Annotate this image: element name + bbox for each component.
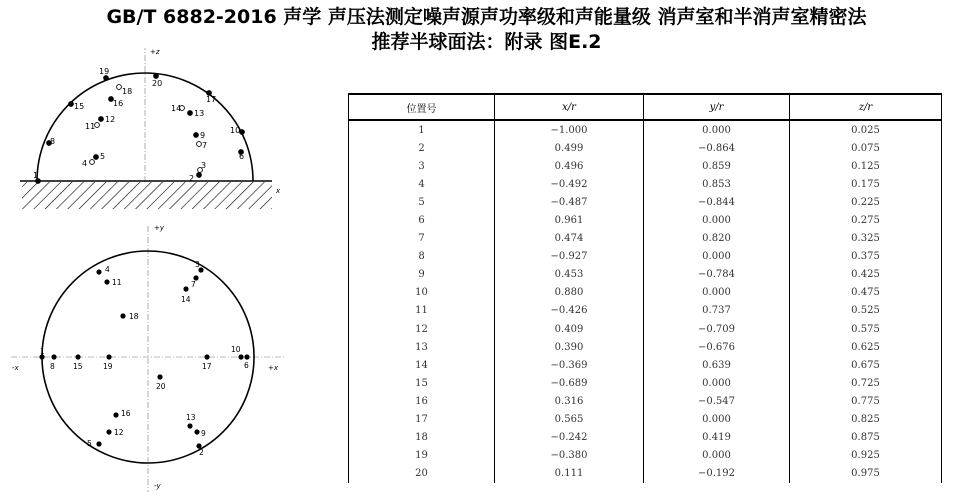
plan-point-label: 7: [191, 280, 196, 289]
plan-point-label: 14: [181, 295, 191, 304]
cell-z: 0.925: [790, 447, 942, 465]
plan-point-marker: [51, 354, 56, 359]
plan-point-marker: [75, 354, 80, 359]
plan-point-marker: [120, 313, 125, 318]
document-subtitle: 推荐半球面法：附录 图E.2: [371, 31, 602, 53]
position-coordinates-table: [348, 93, 942, 483]
plan-point-label: 12: [114, 428, 124, 437]
measurement-point-label: 11: [85, 122, 96, 131]
cell-x: 0.496: [495, 157, 644, 175]
plan-point-label: 11: [112, 278, 122, 287]
cell-x: 0.961: [495, 211, 644, 229]
plan-point-marker: [187, 423, 192, 428]
plan-point-label: 19: [103, 362, 113, 371]
table-row: [349, 248, 942, 266]
cell-x: 0.880: [495, 284, 644, 302]
cell-y: 0.639: [644, 356, 790, 374]
cell-z: 0.325: [790, 230, 942, 248]
table-row: [349, 302, 942, 320]
cell-z: 0.525: [790, 302, 942, 320]
measurement-point-label: 15: [74, 102, 85, 111]
cell-z: 0.075: [790, 139, 942, 157]
minus-y-label: -y: [154, 482, 161, 490]
measurement-point-label: 13: [194, 109, 205, 118]
cell-y: 0.000: [644, 447, 790, 465]
cell-position: 15: [349, 374, 495, 392]
cell-y: 0.737: [644, 302, 790, 320]
plan-point-marker: [157, 374, 162, 379]
cell-y: 0.000: [644, 211, 790, 229]
plan-point-marker: [183, 286, 188, 291]
x-axis-label: x: [276, 187, 281, 195]
cell-x: −0.369: [495, 356, 644, 374]
measurement-point-label: 10: [230, 126, 241, 135]
plan-point-marker: [106, 429, 111, 434]
cell-position: 6: [349, 211, 495, 229]
table-row: [349, 411, 942, 429]
measurement-point-label: 5: [100, 152, 106, 161]
cell-z: 0.625: [790, 338, 942, 356]
measurement-point-marker: [197, 142, 202, 147]
measurement-point-marker: [117, 85, 122, 90]
measurement-point-label: 6: [239, 152, 245, 161]
plan-point-marker: [96, 269, 101, 274]
measurement-point-label: 20: [152, 79, 163, 88]
cell-y: −0.676: [644, 338, 790, 356]
plan-point-label: 10: [231, 345, 241, 354]
measurement-point-label: 7: [202, 141, 208, 150]
cell-y: −0.192: [644, 465, 790, 483]
cell-z: 0.125: [790, 157, 942, 175]
measurement-point-marker: [188, 111, 193, 116]
cell-x: −0.689: [495, 374, 644, 392]
col-header-x: x/r: [495, 94, 644, 120]
table-row: [349, 356, 942, 374]
cell-x: −0.492: [495, 175, 644, 193]
measurement-point-marker: [240, 130, 245, 135]
measurement-point-label: 4: [82, 159, 88, 168]
measurement-point-marker: [194, 133, 199, 138]
cell-position: 5: [349, 193, 495, 211]
cell-y: −0.844: [644, 193, 790, 211]
cell-position: 14: [349, 356, 495, 374]
plan-point-label: 20: [156, 382, 166, 391]
measurement-point-marker: [90, 160, 95, 165]
table-row: [349, 157, 942, 175]
measurement-point-label: 16: [113, 99, 124, 108]
cell-position: 17: [349, 411, 495, 429]
hemisphere-top-view: [8, 220, 298, 500]
col-header-y: y/r: [644, 94, 790, 120]
measurement-point-label: 2: [189, 174, 195, 183]
table-row: [349, 266, 942, 284]
table-row: [349, 374, 942, 392]
cell-position: 16: [349, 392, 495, 410]
cell-x: −1.000: [495, 120, 644, 139]
cell-y: 0.000: [644, 248, 790, 266]
cell-y: 0.419: [644, 429, 790, 447]
cell-x: −0.242: [495, 429, 644, 447]
table-row: [349, 175, 942, 193]
cell-position: 10: [349, 284, 495, 302]
cell-y: 0.000: [644, 374, 790, 392]
table-row: [349, 320, 942, 338]
measurement-point-marker: [94, 155, 99, 160]
plan-point-label: 17: [202, 362, 212, 371]
plan-point-label: 15: [73, 362, 83, 371]
cell-z: 0.175: [790, 175, 942, 193]
plan-point-label: 18: [129, 312, 139, 321]
plan-point-label: 16: [121, 409, 131, 418]
cell-y: 0.853: [644, 175, 790, 193]
cell-x: 0.316: [495, 392, 644, 410]
plan-point-marker: [96, 441, 101, 446]
cell-x: −0.380: [495, 447, 644, 465]
plan-point-marker: [104, 279, 109, 284]
cell-position: 11: [349, 302, 495, 320]
cell-y: 0.859: [644, 157, 790, 175]
cell-x: −0.426: [495, 302, 644, 320]
measurement-point-label: 14: [171, 104, 182, 113]
measurement-point-label: 19: [99, 67, 110, 76]
table-row: [349, 230, 942, 248]
plan-point-marker: [194, 429, 199, 434]
col-header-z: z/r: [790, 94, 942, 120]
cell-position: 13: [349, 338, 495, 356]
measurement-point-label: 9: [200, 131, 206, 140]
table-row: [349, 139, 942, 157]
cell-y: 0.820: [644, 230, 790, 248]
plan-point-label: 5: [87, 439, 92, 448]
cell-position: 8: [349, 248, 495, 266]
cell-x: 0.565: [495, 411, 644, 429]
cell-y: 0.000: [644, 120, 790, 139]
cell-y: −0.784: [644, 266, 790, 284]
cell-y: 0.000: [644, 284, 790, 302]
plus-x-label: +x: [268, 364, 279, 372]
cell-z: 0.975: [790, 465, 942, 483]
cell-z: 0.375: [790, 248, 942, 266]
cell-position: 2: [349, 139, 495, 157]
cell-x: −0.487: [495, 193, 644, 211]
cell-position: 18: [349, 429, 495, 447]
measurement-point-label: 17: [206, 95, 217, 104]
measurement-point-label: 1: [33, 171, 39, 180]
measurement-point-marker: [104, 76, 109, 81]
cell-z: 0.275: [790, 211, 942, 229]
z-axis-label: +z: [150, 48, 160, 56]
cell-position: 12: [349, 320, 495, 338]
table-row: [349, 392, 942, 410]
table-row: [349, 465, 942, 483]
measurement-point-marker: [69, 102, 74, 107]
ground-hatching: [22, 182, 272, 209]
cell-x: 0.453: [495, 266, 644, 284]
plan-point-label: 6: [244, 361, 249, 370]
cell-z: 0.875: [790, 429, 942, 447]
table-row: [349, 429, 942, 447]
plan-point-marker: [113, 412, 118, 417]
plan-point-label: 9: [201, 429, 206, 438]
cell-x: −0.927: [495, 248, 644, 266]
cell-position: 7: [349, 230, 495, 248]
cell-position: 3: [349, 157, 495, 175]
plan-point-label: 13: [186, 413, 196, 422]
cell-x: 0.390: [495, 338, 644, 356]
plus-y-label: +y: [154, 224, 165, 232]
plan-point-marker: [238, 354, 243, 359]
table-row: [349, 338, 942, 356]
measurement-point-label: 8: [50, 137, 56, 146]
cell-position: 20: [349, 465, 495, 483]
cell-x: 0.499: [495, 139, 644, 157]
cell-z: 0.675: [790, 356, 942, 374]
measurement-point-label: 18: [122, 87, 133, 96]
cell-x: 0.111: [495, 465, 644, 483]
plan-point-label: 4: [105, 265, 110, 274]
cell-z: 0.475: [790, 284, 942, 302]
cell-z: 0.425: [790, 266, 942, 284]
cell-y: 0.000: [644, 411, 790, 429]
minus-x-label: -x: [12, 364, 19, 372]
measurement-point-marker: [154, 74, 159, 79]
plan-point-label: 8: [50, 362, 55, 371]
cell-z: 0.025: [790, 120, 942, 139]
plan-point-marker: [204, 354, 209, 359]
measurement-point-marker: [95, 123, 100, 128]
cell-z: 0.225: [790, 193, 942, 211]
cell-position: 19: [349, 447, 495, 465]
cell-position: 4: [349, 175, 495, 193]
cell-x: 0.409: [495, 320, 644, 338]
table-row: [349, 447, 942, 465]
cell-z: 0.825: [790, 411, 942, 429]
cell-y: −0.547: [644, 392, 790, 410]
cell-x: 0.474: [495, 230, 644, 248]
plan-point-marker: [244, 354, 249, 359]
plan-point-label: 1: [40, 347, 45, 356]
plan-point-label: 2: [199, 448, 204, 457]
table-row: [349, 193, 942, 211]
table-row: [349, 284, 942, 302]
cell-z: 0.725: [790, 374, 942, 392]
table-row: [349, 120, 942, 139]
measurement-point-marker: [197, 173, 202, 178]
hemisphere-side-view: [10, 40, 310, 215]
measurement-point-label: 12: [105, 115, 116, 124]
measurement-point-label: 3: [201, 161, 207, 170]
document-title: GB/T 6882-2016 声学 声压法测定噪声源声功率级和声能量级 消声室和半消声室精密法: [106, 6, 867, 28]
col-header-position: 位置号: [349, 94, 495, 120]
cell-position: 1: [349, 120, 495, 139]
cell-position: 9: [349, 266, 495, 284]
measurement-point-marker: [99, 117, 104, 122]
plan-point-marker: [106, 354, 111, 359]
cell-y: −0.864: [644, 139, 790, 157]
plan-point-label: 3: [195, 260, 200, 269]
cell-z: 0.775: [790, 392, 942, 410]
table-row: [349, 211, 942, 229]
cell-y: −0.709: [644, 320, 790, 338]
cell-z: 0.575: [790, 320, 942, 338]
table-header-row: [349, 94, 942, 120]
